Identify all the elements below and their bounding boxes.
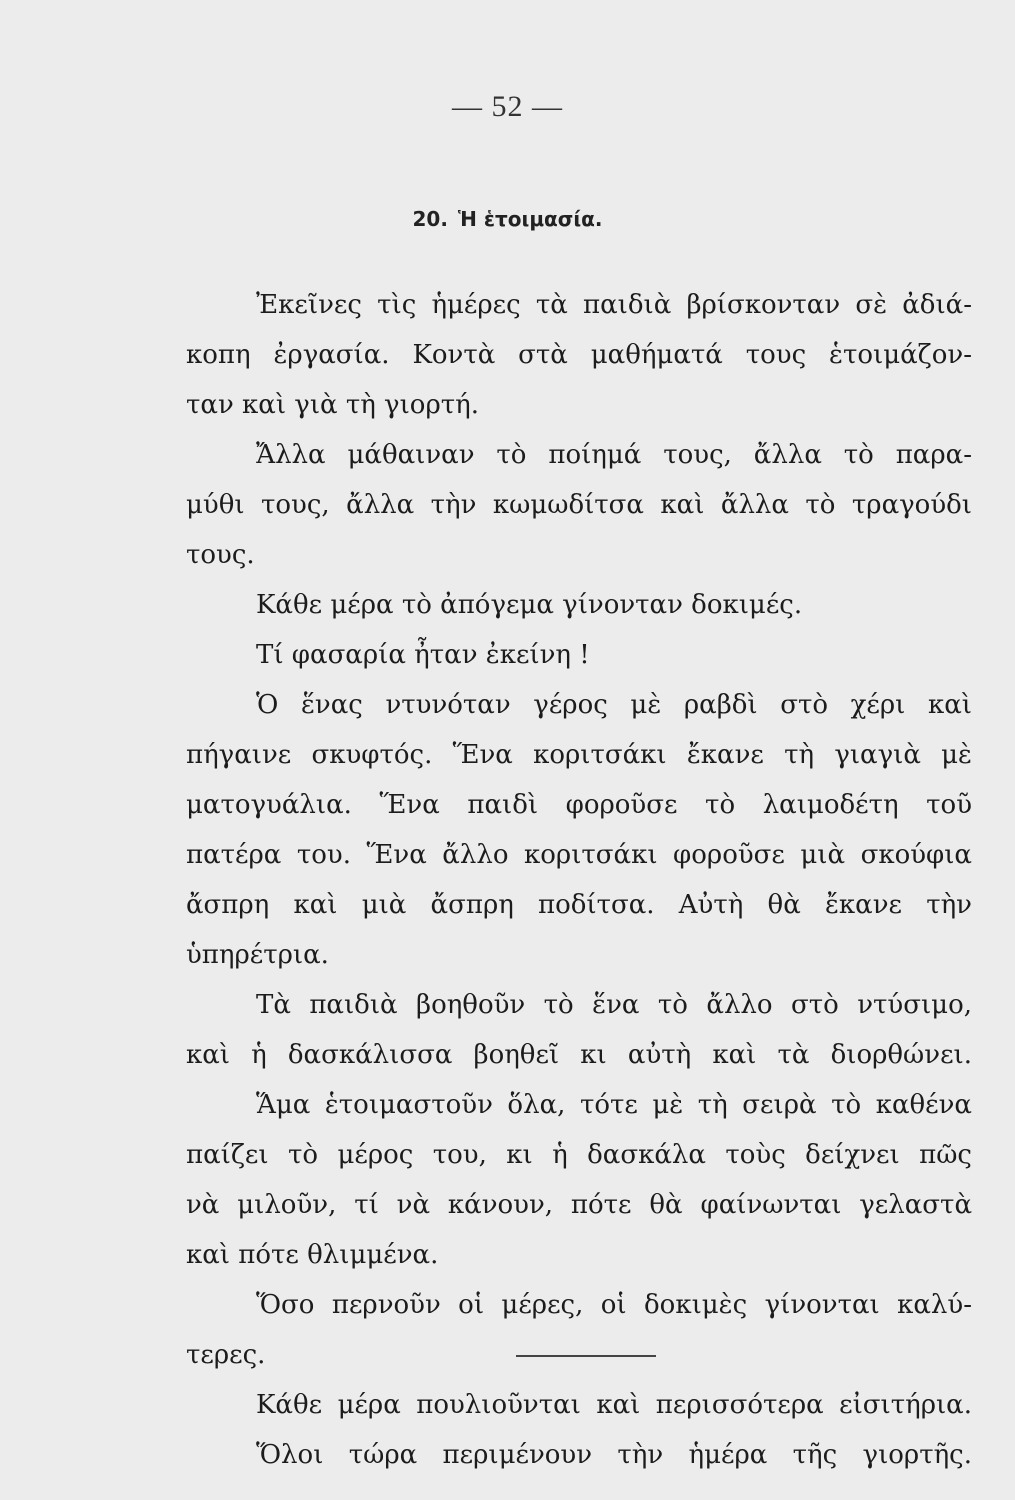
text-line: ταν καὶ γιὰ τὴ γιορτή. [186, 390, 479, 420]
text-line: τους. [186, 540, 255, 570]
text-line: πήγαινε σκυφτός. Ἕνα κοριτσάκι ἔκανε τὴ γιαγιὰ μὲ [186, 740, 972, 770]
text-line: ματογυάλια. Ἕνα παιδὶ φοροῦσε τὸ λαιμοδέτη τοῦ [186, 790, 972, 820]
page-number: — 52 — [452, 90, 563, 123]
text-line: Ἅμα ἑτοιμαστοῦν ὅλα, τότε μὲ τὴ σειρὰ τὸ καθένα [256, 1090, 972, 1120]
text-line: κοπη ἐργασία. Κοντὰ στὰ μαθήματά τους ἑτοιμάζον- [186, 340, 972, 370]
text-line: καὶ πότε θλιμμένα. [186, 1240, 439, 1270]
text-line: Κάθε μέρα τὸ ἀπόγεμα γίνονταν δοκιμές. [256, 590, 803, 620]
text-line: μύθι τους, ἄλλα τὴν κωμωδίτσα καὶ ἄλλα τὸ τραγούδι [186, 490, 972, 520]
text-line: καὶ ἡ δασκάλισσα βοηθεῖ κι αὐτὴ καὶ τὰ διορθώνει. [186, 1040, 972, 1070]
text-line: ὑπηρέτρια. [186, 940, 329, 970]
text-line: Ἄλλα μάθαιναν τὸ ποίημά τους, ἄλλα τὸ παρα- [256, 440, 972, 470]
text-line: ἄσπρη καὶ μιὰ ἄσπρη ποδίτσα. Αὐτὴ θὰ ἔκανε τὴν [186, 890, 972, 920]
text-line: τερες. [186, 1340, 266, 1370]
text-line: πατέρα του. Ἕνα ἄλλο κοριτσάκι φοροῦσε μιὰ σκούφια [186, 840, 972, 870]
text-line: νὰ μιλοῦν, τί νὰ κάνουν, πότε θὰ φαίνωνται γελαστὰ [186, 1190, 972, 1220]
text-line: Ὁ ἕνας ντυνόταν γέρος μὲ ραβδὶ στὸ χέρι καὶ [256, 690, 972, 720]
text-line: Κάθε μέρα πουλιοῦνται καὶ περισσότερα εἰσιτήρια. [256, 1390, 972, 1420]
chapter-number: 20. [412, 207, 448, 231]
chapter-title: Ἡ ἑτοιμασία. [457, 207, 603, 231]
text-line: παίζει τὸ μέρος του, κι ἡ δασκάλα τοὺς δείχνει πῶς [186, 1140, 972, 1170]
end-divider [516, 1355, 656, 1357]
text-line: Ἐκεῖνες τὶς ἡμέρες τὰ παιδιὰ βρίσκονταν σὲ ἀδιά- [256, 290, 972, 320]
body-text [186, 280, 972, 1480]
chapter-heading [0, 207, 1015, 231]
text-line: Τί φασαρία ἦταν ἐκείνη ! [256, 640, 590, 670]
text-line: Ὅσο περνοῦν οἱ μέρες, οἱ δοκιμὲς γίνονται καλύ- [256, 1290, 972, 1320]
text-line: Τὰ παιδιὰ βοηθοῦν τὸ ἕνα τὸ ἄλλο στὸ ντύσιμο, [256, 990, 972, 1020]
text-line: Ὅλοι τώρα περιμένουν τὴν ἡμέρα τῆς γιορτῆς. [256, 1440, 972, 1470]
